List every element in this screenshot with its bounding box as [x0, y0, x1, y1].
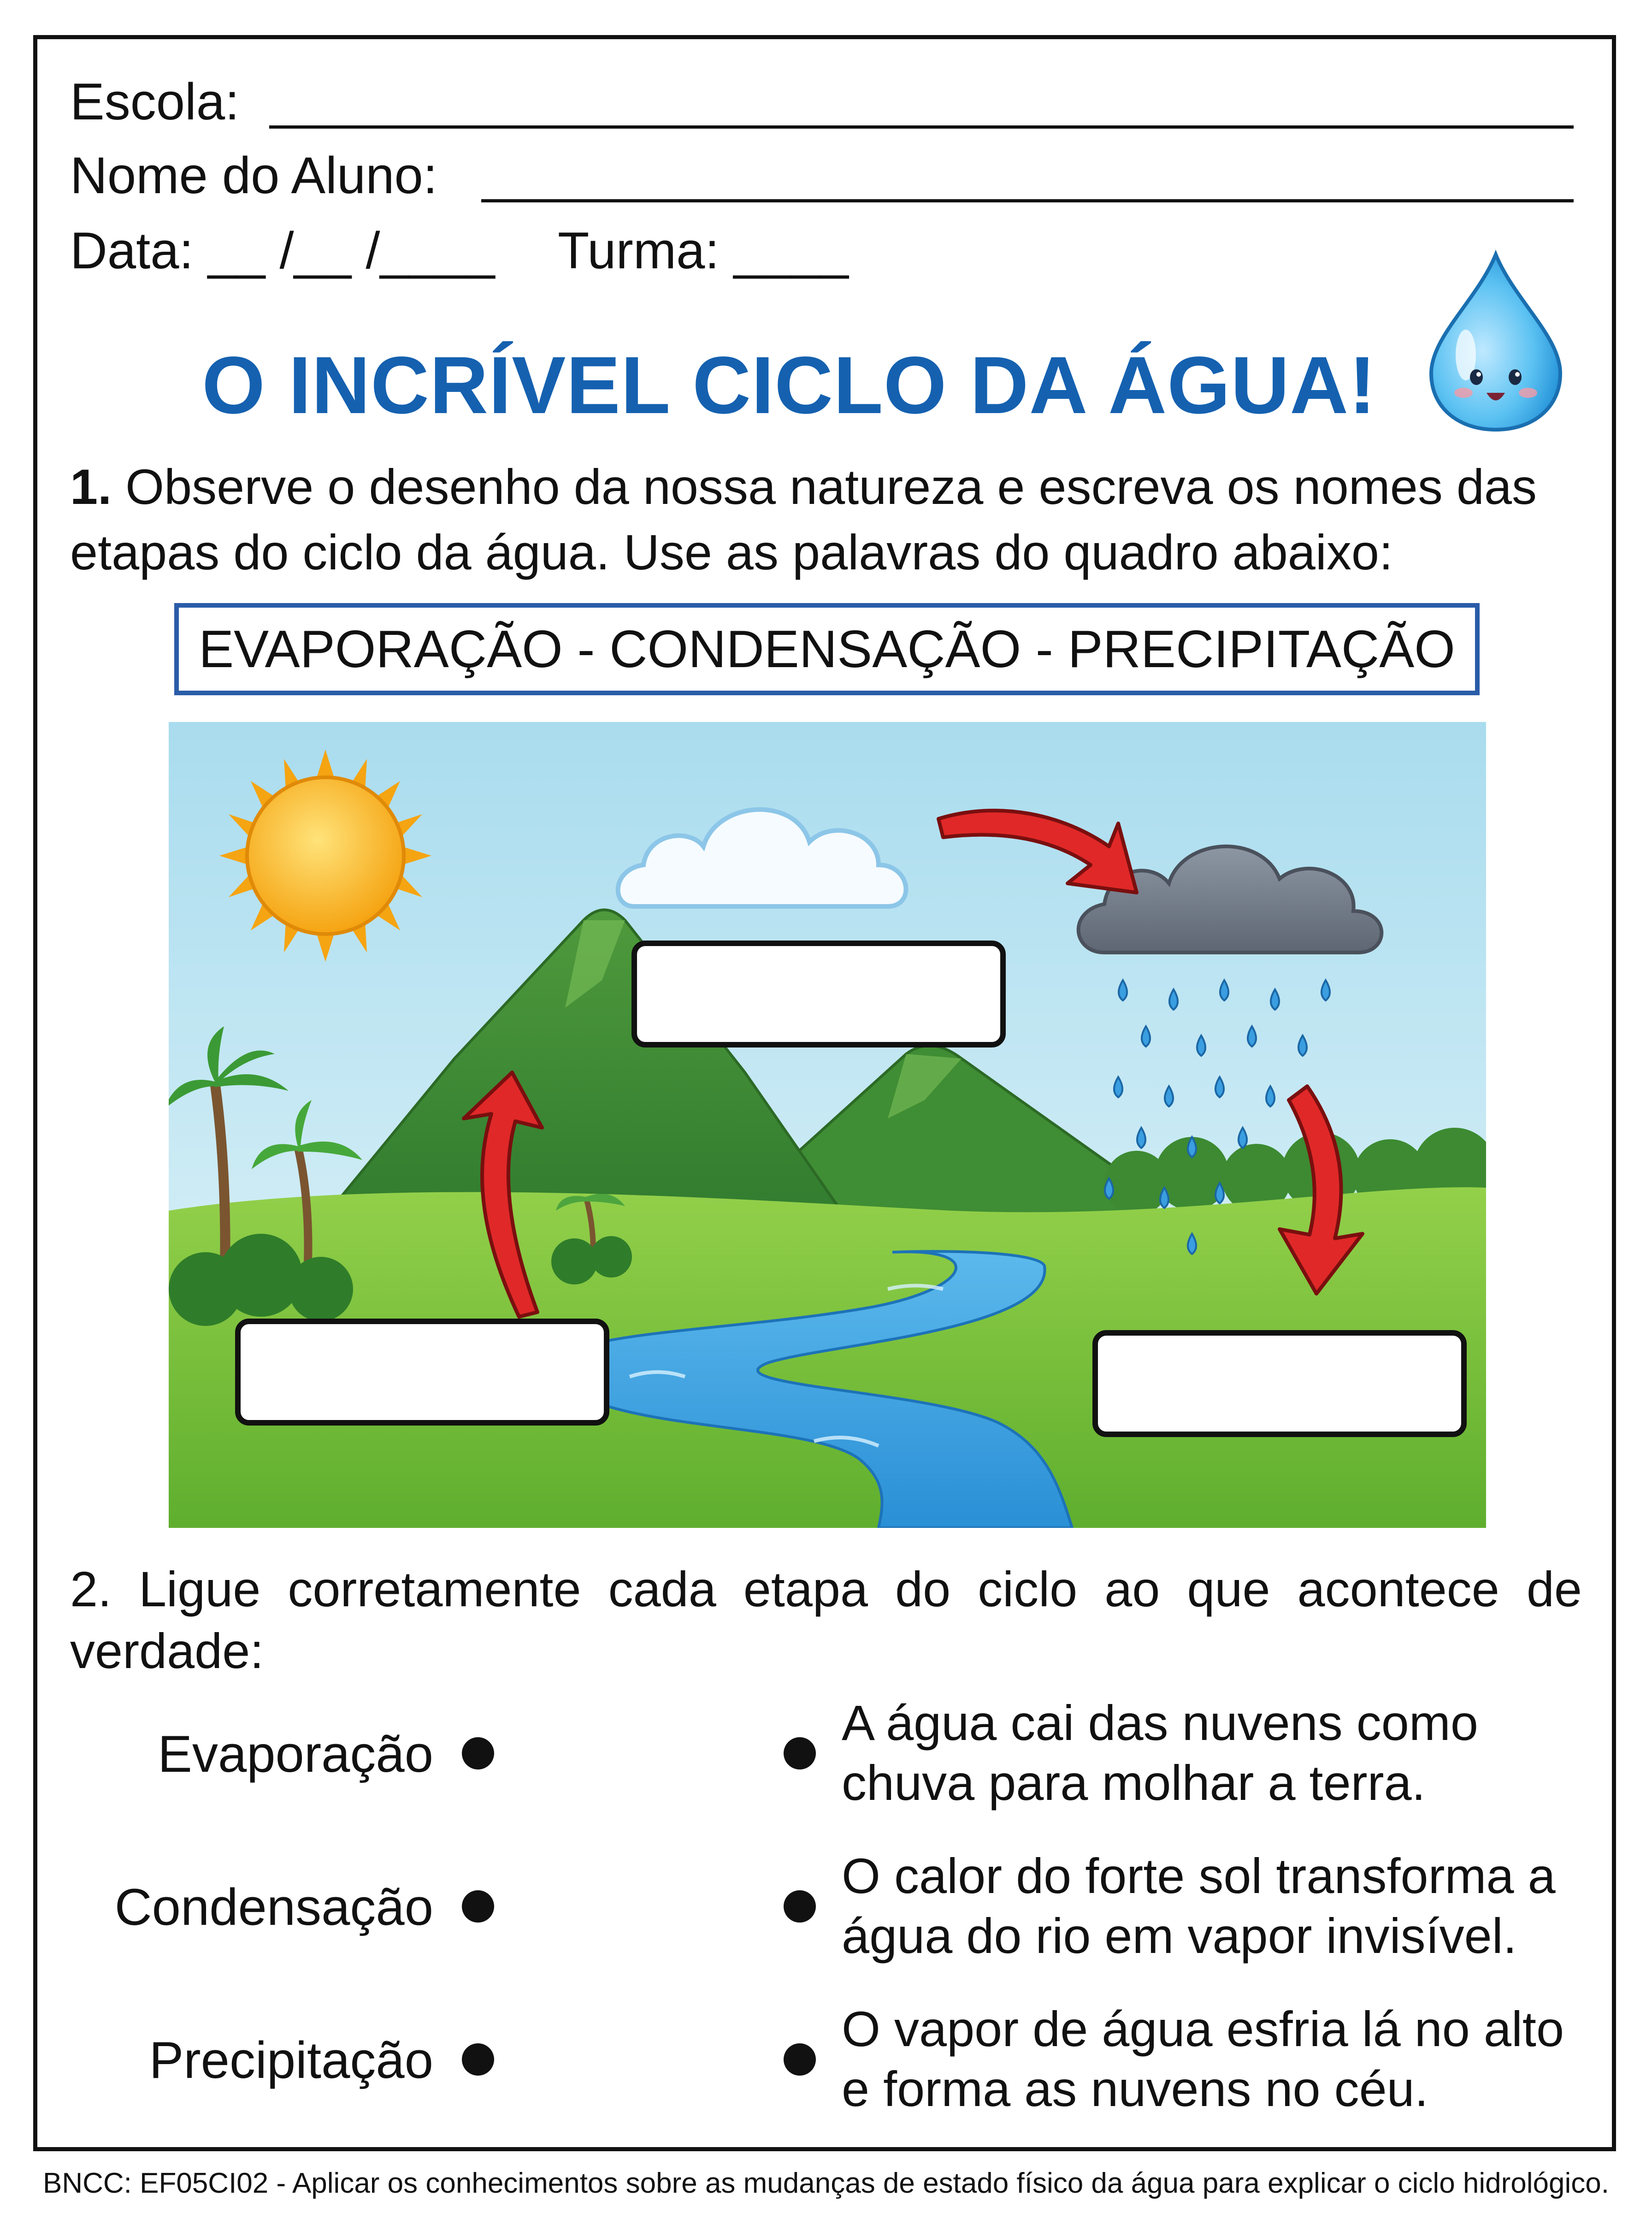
stage-dot-condensation[interactable] — [462, 1890, 494, 1923]
description-dot-1[interactable] — [784, 1737, 816, 1769]
description-3 — [842, 1999, 1607, 2119]
water-cycle-illustration — [169, 722, 1486, 1528]
stage-precipitation: Precipitação — [149, 2031, 433, 2089]
date-field[interactable]: Data: __ /__ /____ — [70, 222, 495, 279]
student-name-input-line[interactable] — [481, 199, 1574, 202]
answer-box-condensation[interactable] — [634, 943, 1003, 1045]
question-1 — [70, 454, 1591, 585]
description-1-line-1: A água cai das nuvens como — [842, 1695, 1478, 1751]
word-bank: EVAPORAÇÃO - CONDENSAÇÃO - PRECIPITAÇÃO — [174, 603, 1480, 695]
description-2-line-1: O calor do forte sol transforma a — [842, 1848, 1556, 1904]
stage-evaporation: Evaporação — [158, 1725, 433, 1783]
bncc-footer: BNCC: EF05CI02 - Aplicar os conhecimentos sobre as mudanças de estado físico da água para explicar o ciclo hidrológico. — [42, 2167, 1609, 2199]
worksheet-title: O INCRÍVEL CICLO DA ÁGUA! — [202, 340, 1376, 431]
sun-icon — [219, 750, 431, 962]
stage-dot-precipitation[interactable] — [462, 2043, 494, 2076]
school-label: Escola: — [70, 73, 240, 130]
description-2-line-2: água do rio em vapor invisível. — [842, 1908, 1517, 1964]
description-3-line-2: e forma as nuvens no céu. — [842, 2061, 1428, 2117]
description-1-line-2: chuva para molhar a terra. — [842, 1755, 1426, 1811]
answer-box-precipitation[interactable] — [1095, 1333, 1464, 1434]
description-dot-2[interactable] — [784, 1890, 816, 1923]
stage-dot-evaporation[interactable] — [462, 1737, 494, 1769]
class-field[interactable]: Turma: ____ — [558, 222, 849, 279]
answer-box-evaporation[interactable] — [238, 1321, 607, 1423]
question-1-number: 1. — [70, 459, 112, 515]
description-3-line-1: O vapor de água esfria lá no alto — [842, 2001, 1564, 2057]
school-input-line[interactable] — [269, 125, 1574, 129]
description-dot-3[interactable] — [784, 2043, 816, 2076]
description-2 — [842, 1846, 1607, 1966]
description-1 — [842, 1693, 1607, 1813]
student-name-label: Nome do Aluno: — [70, 147, 437, 204]
question-2-text: 2. Ligue corretamente cada etapa do ciclo ao que acontece de verdade: — [70, 1561, 1582, 1679]
water-drop-mascot-icon — [1422, 249, 1569, 433]
stage-condensation: Condensação — [114, 1878, 433, 1936]
question-1-text: Observe o desenho da nossa natureza e escreva os nomes das etapas do ciclo da água. Use as palavras do quadro abaixo: — [70, 459, 1537, 580]
